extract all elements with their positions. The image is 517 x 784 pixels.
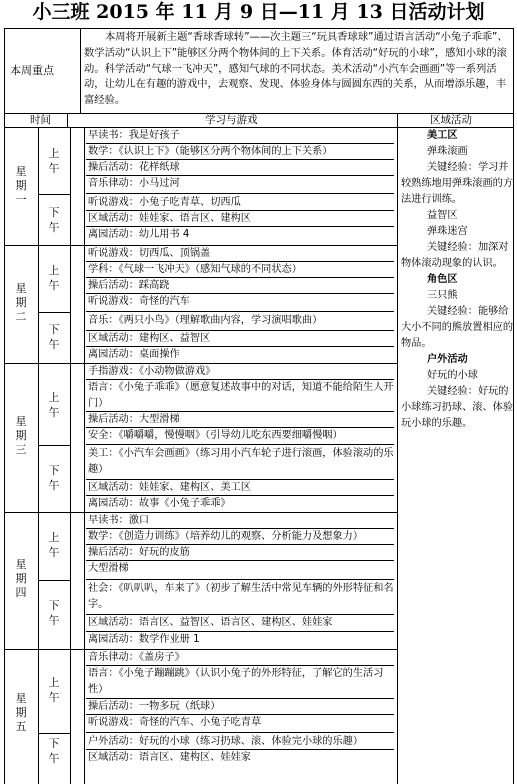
am-label: 上 午 — [48, 147, 60, 175]
pm-label: 下 午 — [48, 323, 60, 351]
focus-text: 本周将开展新主题“香球香球转”——次主题三“玩具香球球”通过语言活动“小兔子乖乖”、数学活动“认识上下”能够区分两个物体间的上下关系。体育活动“好玩的小球”，感知小球的滚动。科学活动“气球一飞冲天”，感知气球的不同状态。美术活动“小汽车会画画”等一系列活动，让幼儿在有趣的游戏中，去观察、发现、体验身体与圆圆东西的关系，从而增添乐趣，丰富经验。 — [84, 31, 508, 107]
list-item: 手指游戏：《小动物做游戏》 — [86, 364, 394, 380]
list-item: 户外活动：好玩的小球（练习扔球、滚、体验完小球的乐趣） — [86, 734, 394, 750]
list-item: 操后活动：一物多玩（纸球） — [86, 699, 394, 715]
list-item: 区域活动：建构区、益智区 — [86, 331, 394, 347]
area-art-name: 美工区 — [427, 130, 458, 141]
day-label-tue: 星 期 二 — [15, 282, 27, 323]
area-art-game: 弹珠滚画 — [427, 146, 468, 157]
area-puzzle-game: 弹珠迷宫 — [427, 226, 468, 237]
ampm-sep-4 — [38, 580, 71, 581]
am-label: 上 午 — [48, 391, 60, 419]
am-label: 上 午 — [48, 264, 60, 292]
page-title: 小三班 2015 年 11 月 9 日—11 月 13 日活动计划 — [32, 1, 485, 23]
list-item: 离园活动：桌面操作 — [88, 349, 180, 360]
activity-divider — [84, 127, 85, 784]
list-item: 安全：《嚼嚼嚼，慢慢咽》（引导幼儿吃东西要细嚼慢咽） — [86, 428, 394, 445]
header-time: 时间 — [30, 114, 51, 126]
pm-label: 下 午 — [48, 737, 60, 765]
list-item: 区域活动：语言区、建构区、娃娃家 — [88, 752, 251, 763]
header-learning: 学习与游戏 — [205, 114, 258, 126]
list-item: 操后活动：踩高跷 — [86, 278, 394, 294]
list-item: 操后活动：大型滑梯 — [86, 412, 394, 428]
list-item: 音乐律动：《盖房子》 — [86, 650, 394, 666]
area-puzzle-name: 益智区 — [427, 210, 458, 221]
day-label-wed: 星 期 三 — [15, 415, 27, 456]
area-outdoor-game: 好玩的小球 — [427, 370, 478, 381]
list-item: 音乐：《两只小鸟》（理解歌曲内容，学习演唱歌曲） — [86, 313, 394, 331]
day-divider — [38, 127, 39, 784]
pm-label: 下 午 — [48, 464, 60, 492]
list-item: 区域活动：娃娃家、语言区、建构区 — [86, 211, 394, 227]
area-role-name: 角色区 — [427, 274, 458, 285]
area-role-game: 三只熊 — [427, 290, 458, 301]
list-item: 早读书：激口 — [86, 513, 394, 529]
list-item: 离园活动：数学作业册 1 — [88, 634, 200, 645]
pm-label: 下 午 — [48, 599, 60, 627]
list-item: 学科：《气球一飞冲天》（感知气球的不同状态） — [86, 262, 394, 278]
ampm-sep-5 — [38, 733, 71, 734]
table-border-left — [4, 28, 5, 784]
pm-label: 下 午 — [48, 206, 60, 234]
header-area: 区域活动 — [430, 114, 472, 126]
area-art-exp: 关键经验：学习并较熟练地用弹珠滚画的方法进行训练。 — [401, 162, 514, 205]
list-item: 离园活动：故事《小兔子乖乖》 — [88, 498, 231, 509]
focus-divider — [80, 28, 81, 113]
area-outdoor-exp: 关键经验：好玩的小球练习扔球、滚、体验玩小球的乐趣。 — [401, 386, 514, 429]
list-item: 区域活动：娃娃家、建构区、美工区 — [86, 480, 394, 496]
list-item: 数学：《创造力训练》（培养幼儿的观察、分析能力及想象力） — [86, 529, 394, 545]
day-label-thu: 星 期 四 — [15, 558, 27, 599]
list-item: 社会：《叭叭叭，车来了》（初步了解生活中常见车辆的外形特征和名字。 — [86, 581, 394, 615]
list-item: 听说游戏：小兔子吃青草、切西瓜 — [86, 195, 394, 211]
list-item: 大型滑梯 — [86, 561, 394, 580]
half-divider — [70, 127, 71, 784]
area-divider — [397, 113, 398, 784]
list-item: 听说游戏：奇怪的汽车、小兔子吃青草 — [86, 715, 394, 733]
am-label: 上 午 — [48, 676, 60, 704]
list-item: 音乐律动：小马过河 — [86, 176, 394, 194]
list-item: 数学：《认识上下》（能够区分两个物体间的上下关系） — [86, 144, 394, 160]
area-puzzle-exp: 关键经验：加深对物体滚动现象的认识。 — [401, 242, 509, 269]
focus-label: 本周重点 — [10, 64, 54, 77]
area-role-exp: 关键经验：能够给大小不同的熊放置相应的物品。 — [401, 306, 514, 349]
area-column — [401, 128, 515, 432]
ampm-sep-1 — [38, 194, 71, 195]
ampm-sep-3 — [38, 445, 71, 446]
list-item: 语言：《小兔子乖乖》（愿意复述故事中的对话，知道不能给陌生人开门） — [86, 380, 394, 412]
list-item: 区域活动：语言区、益智区、语言区、建构区、娃娃家 — [86, 615, 394, 632]
ampm-sep-2 — [38, 312, 71, 313]
header-divider-a — [67, 113, 68, 127]
day-label-fri: 星 期 五 — [15, 692, 27, 733]
list-item: 语言：《小兔子蹦蹦跳》（认识小兔子的外形特征，了解它的生活习性） — [86, 666, 394, 699]
list-item: 操后活动：花样纸球 — [86, 160, 394, 176]
day-label-mon: 星 期 一 — [15, 165, 27, 206]
list-item: 听说游戏：切西瓜、顶锅盖 — [86, 246, 394, 262]
area-outdoor-name: 户外活动 — [427, 354, 468, 365]
list-item: 早读书：我是好孩子 — [86, 128, 394, 144]
list-item: 离园活动：幼儿用书 4 — [88, 229, 190, 240]
am-label: 上 午 — [48, 531, 60, 559]
list-item: 操后活动：好玩的皮筋 — [86, 545, 394, 561]
list-item: 听说游戏：奇怪的汽车 — [86, 294, 394, 312]
list-item: 美工：《小汽车会画画》（练习用小汽车轮子进行滚画，体验滚动的乐趣） — [86, 446, 394, 480]
